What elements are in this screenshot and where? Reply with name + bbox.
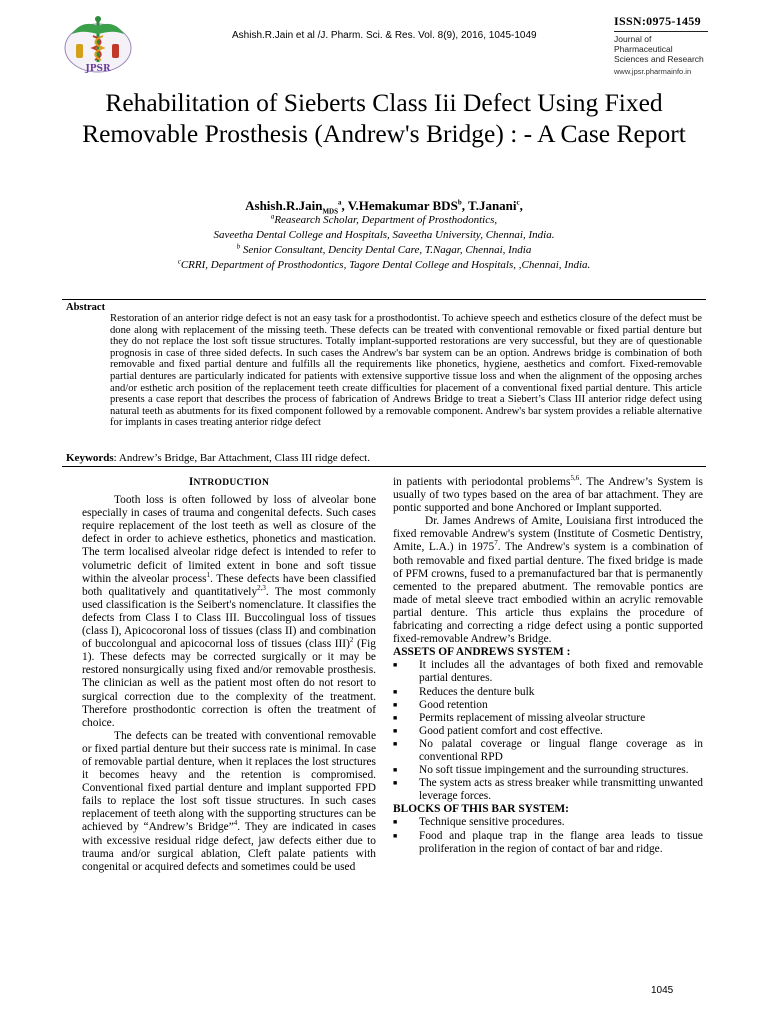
list-item: ■ No soft tissue impingement and the surrounding structures. (393, 764, 703, 777)
author-line: Ashish.R.Jain$_{MDS}^a$, V.Hemakumar BDS$^b$, T.Janani$^c$, (245, 198, 523, 216)
journal-divider (614, 31, 708, 32)
assets-heading: ASSETS OF ANDREWS SYSTEM : (393, 646, 571, 659)
citation-line: Ashish.R.Jain et al /J. Pharm. Sci. & Res. Vol. 8(9), 2016, 1045-1049 (232, 30, 537, 41)
abstract-body: Restoration of an anterior ridge defect is not an easy task for a prosthodontist. To achieve speech and esthetics closure of the defect must be done along with replacement of the missing teeth. These defects can be treated with conventional removable or fixed partial denture but they do not replace the lost soft tissue structures. Totally implant-supported restorations are very successful, but they are of questionable prognosis in case of three sided defects. In such cases the Andrew's bar system can be an option. Andrews bridge is combination of both removable and fixed partial denture and fulfills all the requirements like phonetics, hygiene, aesthetics and comfort. Fixed-removable partial dentures are particularly indicated for patients with extensive supportive tissue loss and when the alignment of the opposing arches and/or esthetic arch position of the replacement teeth create difficulties for placement of a conventional fixed partial denture. This article presents a case report that describes the process of fabrication of Andrews Bridge to treat a Siebert’s Class III anterior ridge defect using natural teeth as abutments for its fixed component followed by a removable component. Andrew's bar system provides a reliable alternative for implants in cases treating anterior ridge defect (110, 313, 702, 429)
list-item: ■ Good retention (393, 699, 703, 712)
intro-paragraph-2: The defects can be treated with conventional removable or fixed partial denture but their success rate is minimal. In case of removable partial denture, when it replaces the lost structures it becomes heavy and the retention is compromised. Conventional fixed partial denture and implant supported FPD fails to replace the lost soft tissue structures. In such cases replacement of teeth along with the supporting structures can be achieved by “Andrew’s Bridge”$^4$. They are indicated in cases with excessive residual ridge defect, jaw defects either due to trauma and/or surgical ablation, Cleft palate patients with congenital or acquired defects and sometimes could be used (82, 729, 376, 873)
intro-paragraph-2-continued: in patients with periodontal problems$^{5,6}$. The Andrew’s System is usually of two types based on the area of bar attachment. They are pontic supported and bone Anchored or Implant supported. (393, 474, 703, 515)
list-item: ■ Technique sensitive procedures. (393, 816, 703, 829)
abstract-top-rule (62, 299, 706, 300)
journal-url: www.jpsr.pharmainfo.in (614, 67, 692, 76)
list-item: ■ It includes all the advantages of both fixed and removable partial dentures. (393, 659, 703, 685)
list-item: ■ Permits replacement of missing alveolar structure (393, 712, 703, 725)
intro-paragraph-1: Tooth loss is often followed by loss of alveolar bone especially in cases of trauma and congenital defects. Such cases require replacement of the lost teeth as well as closure of the defect in order to achieve esthetics, phonetics and mastication. The term localised alveolar ridge defect is intended to refer to volumetric deficit of limited extent in bone and soft tissue within the alveolar process$^1$. These defects have been classified both qualitatively and quantitatively$^{2,3}$. The most commonly used classification is the Seibert's nomenclature. It classifies the defects from Class I to Class III. Buccolingual loss of tissues (class I), Apicocoronal loss of tissues (class II) and combination of buccolongual and apicocornal loss of tissues (class III)$^2$ (Fig 1). These defects may be corrected surgically or it may be restored nonsurgically using fixed and/or removable prosthesis. The clinician as well as the patient most often do not resort to surgical correction due to the complexity of the treatment. Therefore prosthodontic correction is often the treatment of choice. (82, 494, 376, 729)
journal-logo (62, 14, 134, 76)
list-item: ■ Good patient comfort and cost effective. (393, 725, 703, 738)
keywords-bottom-rule (62, 466, 706, 467)
keywords-line: Keywords: Andrew’s Bridge, Bar Attachment, Class III ridge defect. (66, 452, 370, 464)
list-item: ■ No palatal coverage or lingual flange coverage as in conventional RPD (393, 738, 703, 764)
left-column (82, 476, 376, 874)
list-item: ■ Reduces the denture bulk (393, 686, 703, 699)
introduction-heading: INTRODUCTION (188, 476, 270, 488)
svg-text:JPSR: JPSR (85, 64, 111, 74)
journal-name: Journal of Pharmaceutical Sciences and Research (614, 34, 704, 64)
journal-badge (614, 14, 708, 76)
affiliation-b: $^b$ Senior Consultant, Dencity Dental Care, T.Nagar, Chennai, India (236, 242, 532, 256)
right-column (393, 476, 703, 856)
affiliation-a-line2: Saveetha Dental College and Hospitals, Saveetha University, Chennai, India. (213, 229, 555, 241)
paper-title: Rehabilitation of Sieberts Class Iii Defect Using Fixed Removable Prosthesis (Andrew's Bridge) : - A Case Report (82, 88, 686, 148)
affiliation-a-line1: $^a$Reasearch Scholar, Department of Prosthodontics, (270, 212, 498, 226)
assets-list (393, 659, 703, 803)
list-item: ■ Food and plaque trap in the flange area leads to tissue proliferation in the region of contact of bar and ridge. (393, 830, 703, 856)
page-number: 1045 (651, 985, 674, 996)
affiliation-c: $^c$CRRI, Department of Prosthodontics, Tagore Dental College and Hospitals, ,Chennai, India. (177, 257, 591, 271)
abstract-heading: Abstract (66, 302, 106, 313)
intro-paragraph-3: Dr. James Andrews of Amite, Louisiana first introduced the fixed removable Andrew's system (Institute of Cosmetic Dentistry, Amite, L.A.) in 1975$^7$. The Andrew's system is a combination of both removable and fixed partial denture. The fixed bridge is made of PFM crowns, fused to a premanufactured bar that is permanently cemented to the prepared abutment. The removable pontics are made of metal sleeve tract embodied within an acrylic removable partial denture. This article thus explains the procedure of fabricating and correcting a ridge defect using a pontic supported fixed-removable Andrew’s Bridge. (393, 515, 703, 646)
caduceus-logo-icon (62, 14, 134, 76)
issn-label: ISSN:0975-1459 (614, 14, 701, 28)
list-item: ■ The system acts as stress breaker while transmitting unwanted leverage forces. (393, 777, 703, 803)
blocks-list (393, 816, 703, 855)
blocks-heading: BLOCKS OF THIS BAR SYSTEM: (393, 803, 569, 816)
